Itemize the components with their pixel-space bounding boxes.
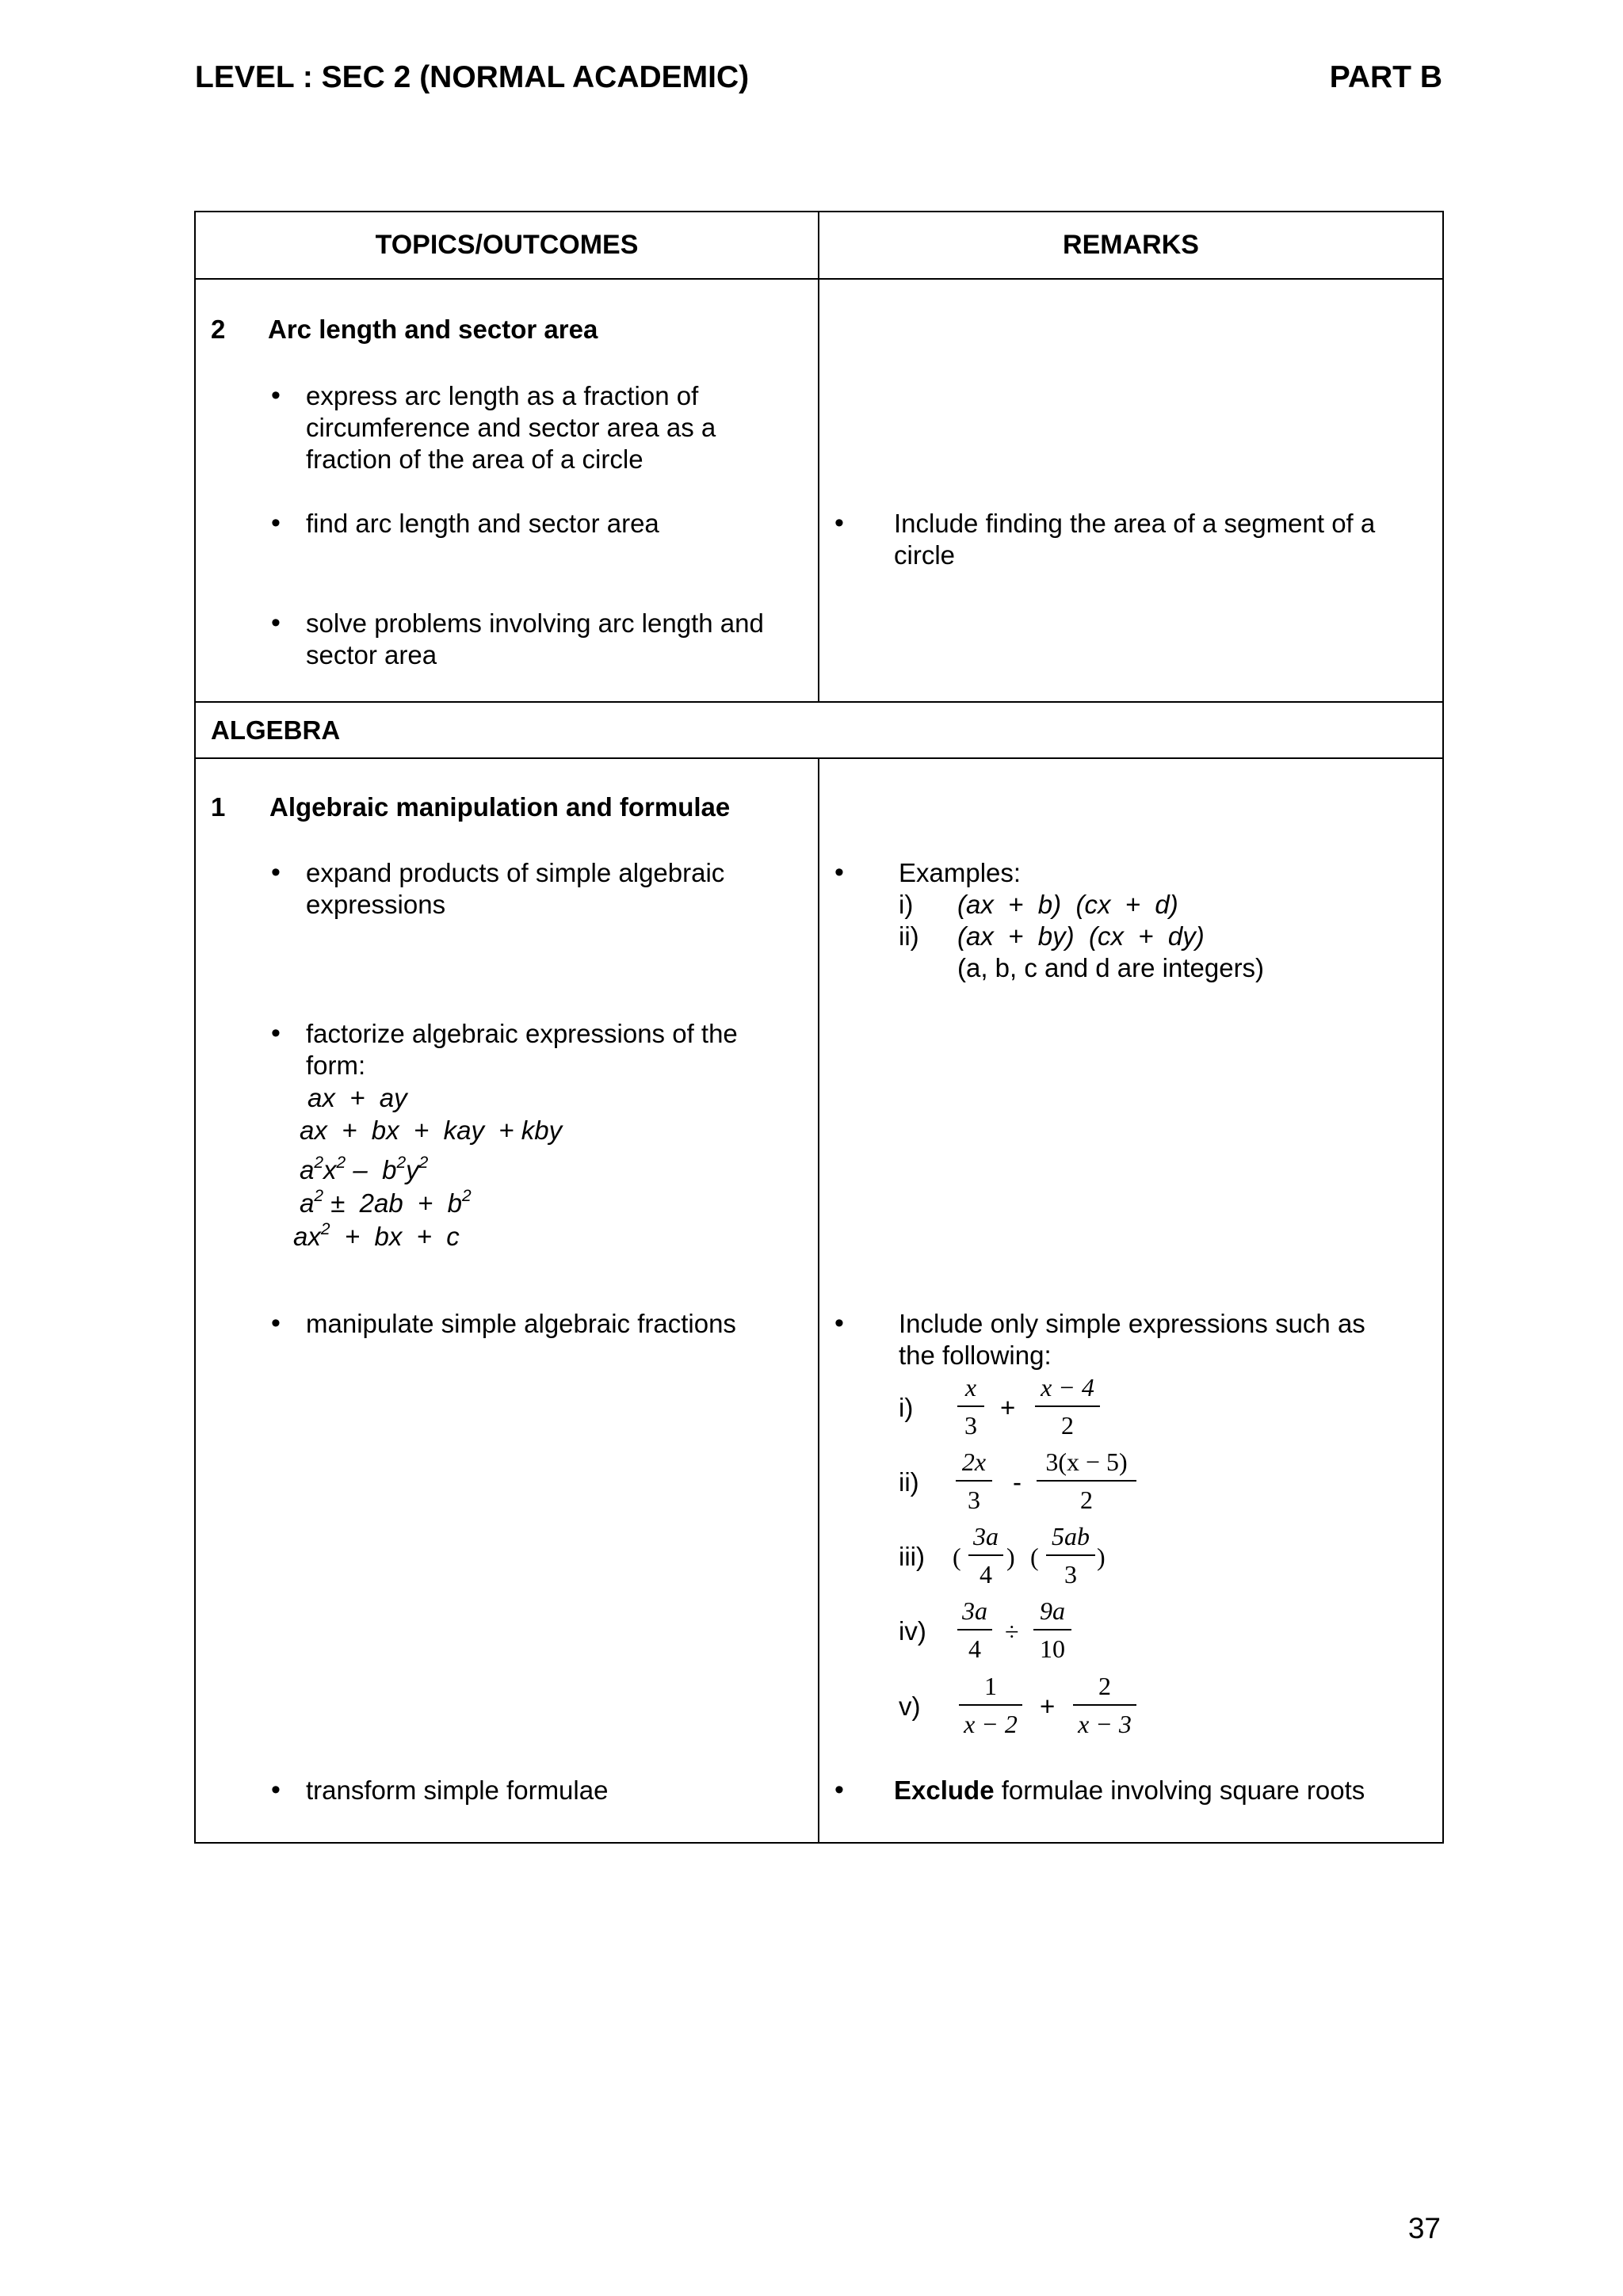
part-heading: PART B	[1329, 60, 1442, 94]
outcome-line: express arc length as a fraction of	[306, 381, 699, 410]
page-number: 37	[1407, 2212, 1441, 2245]
example-label: ii)	[899, 921, 919, 951]
factor-form: $a^2 \pm 2ab + b^2$	[300, 1187, 472, 1218]
examples-label: Examples:	[899, 858, 1022, 887]
bullet: •	[271, 1308, 281, 1338]
factor-form: $a^2x^2 - b^2y^2$	[300, 1154, 429, 1184]
bullet: •	[271, 1018, 281, 1048]
factor-form: $ax^2$ + bx + c	[293, 1220, 460, 1251]
outcome-line: sector area	[306, 640, 437, 669]
bullet: •	[271, 608, 281, 638]
outcome-line: expressions	[306, 890, 446, 919]
section-number: 2	[211, 315, 226, 344]
factor-form: ax + ay	[307, 1083, 407, 1112]
example-expression: (ax + by) (cx + dy)	[957, 921, 1205, 951]
bullet: •	[271, 857, 281, 887]
bullet: •	[271, 508, 281, 538]
example-note: (a, b, c and d are integers)	[957, 953, 1265, 982]
level-heading: LEVEL : SEC 2 (NORMAL ACADEMIC)	[195, 60, 750, 94]
outcome-line: solve problems involving arc length and	[306, 608, 764, 638]
factor-form: ax + bx + kay + kby	[300, 1116, 563, 1145]
outcome-line: transform simple formulae	[306, 1775, 609, 1805]
outcome-line: factorize algebraic expressions of the	[306, 1019, 738, 1048]
outcome-line: circumference and sector area as a	[306, 413, 716, 442]
bullet: •	[834, 857, 844, 887]
outcome-line: manipulate simple algebraic fractions	[306, 1309, 736, 1338]
example-label: i)	[899, 890, 914, 919]
outcome-line: expand products of simple algebraic	[306, 858, 725, 887]
section-title: Arc length and sector area	[268, 315, 598, 344]
column-header-remarks: REMARKS	[1063, 230, 1199, 260]
algebra-heading: ALGEBRA	[211, 715, 341, 745]
bullet: •	[834, 1308, 844, 1338]
outcome-line: fraction of the area of a circle	[306, 444, 643, 474]
section-number: 1	[211, 792, 226, 822]
outcome-line: find arc length and sector area	[306, 509, 659, 538]
example-expression: (ax + b) (cx + d)	[957, 890, 1178, 919]
bullet: •	[834, 508, 844, 538]
column-header-topics: TOPICS/OUTCOMES	[375, 230, 639, 260]
remark-line: the following:	[899, 1341, 1052, 1370]
bullet: •	[271, 380, 281, 410]
section-title: Algebraic manipulation and formulae	[269, 792, 731, 822]
remark-line: Include only simple expressions such as	[899, 1309, 1365, 1338]
remark-line: Include finding the area of a segment of a	[894, 509, 1376, 538]
remark-line: circle	[894, 540, 956, 570]
bullet: •	[271, 1775, 281, 1805]
remark-line: Exclude formulae involving square roots	[894, 1775, 1365, 1805]
bullet: •	[834, 1775, 844, 1805]
outcome-line: form:	[306, 1051, 366, 1080]
